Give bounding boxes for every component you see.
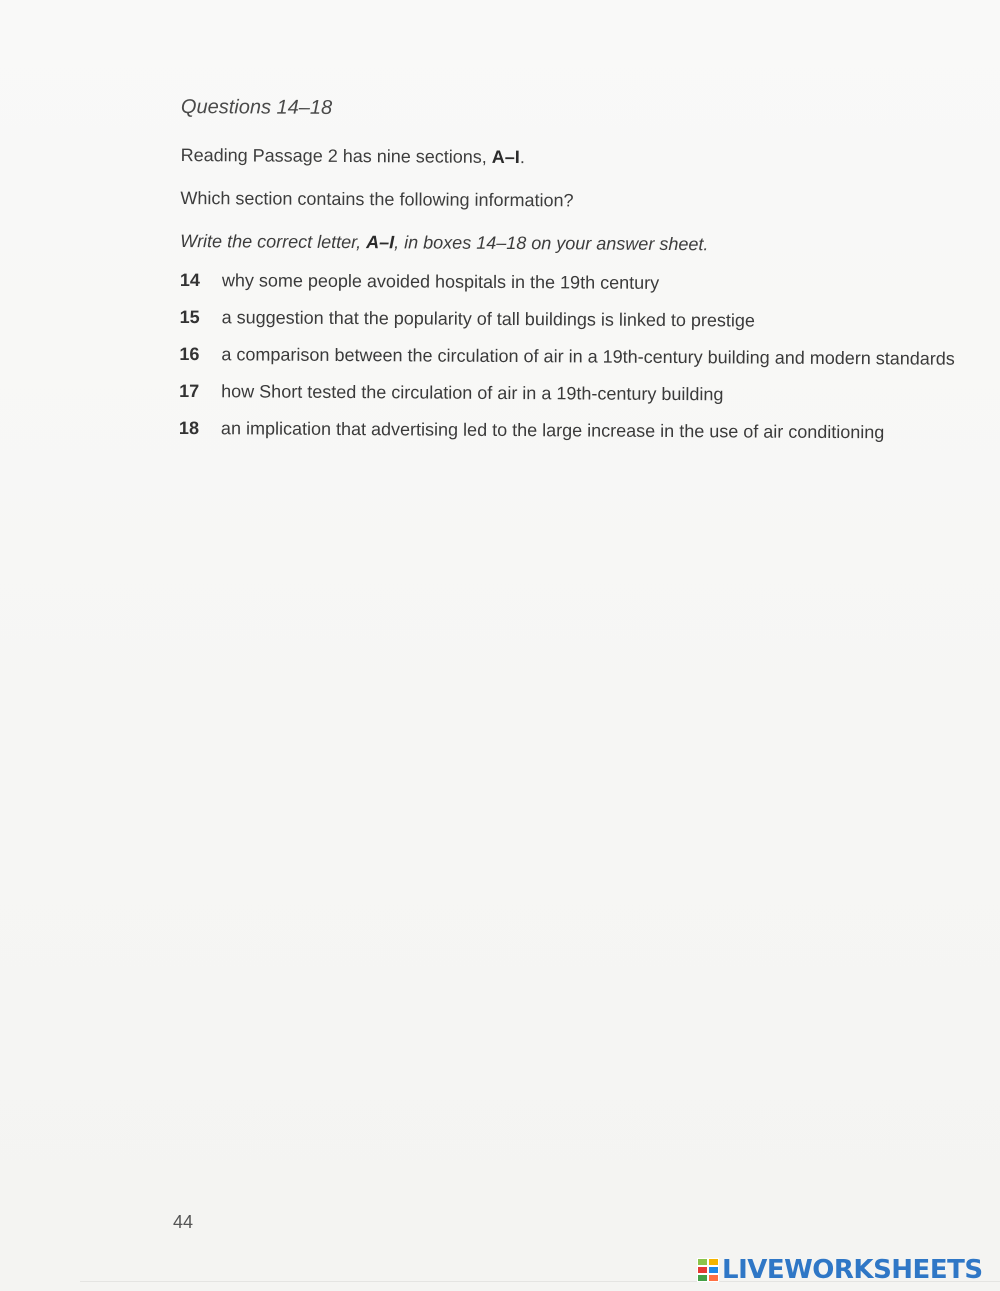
questions-heading: Questions 14–18: [180, 96, 333, 119]
question-item-18: [179, 418, 979, 444]
question-number: 15: [179, 306, 200, 328]
logo-block: [697, 1258, 708, 1266]
question-text: how Short tested the circulation of air in a 19th-century building: [221, 381, 724, 405]
question-list: [179, 270, 980, 444]
question-text: an implication that advertising led to the large increase in the use of air conditioning: [220, 418, 885, 443]
question-item-15: [180, 307, 980, 333]
passage-intro: Reading Passage 2 has nine sections, A–I.: [180, 144, 525, 168]
question-number: 18: [178, 417, 200, 439]
question-prompt: Which section contains the following information?: [180, 187, 574, 211]
page-number: 44: [173, 1212, 194, 1232]
logo-block: [708, 1258, 719, 1266]
instruction-text: Write the correct letter, A–I, in boxes 14–18 on your answer sheet.: [180, 230, 709, 255]
blocks-logo-icon: [697, 1258, 719, 1282]
question-number: 17: [179, 380, 200, 402]
logo-block: [708, 1266, 719, 1274]
questions-block: [179, 96, 981, 460]
question-text: a comparison between the circulation of air in a 19th-century building and modern standards: [221, 344, 955, 369]
question-item-16: [179, 344, 979, 370]
logo-block: [697, 1266, 708, 1274]
question-item-14: [180, 270, 980, 296]
question-number: 16: [179, 343, 200, 365]
question-text: why some people avoided hospitals in the 19th century: [221, 270, 660, 293]
logo-block: [697, 1274, 708, 1282]
question-number: 14: [179, 269, 200, 291]
question-item-17: [179, 381, 979, 407]
logo-block: [708, 1274, 719, 1282]
liveworksheets-logo[interactable]: [697, 1255, 983, 1285]
brand-name: LIVEWORKSHEETS: [722, 1255, 983, 1285]
question-text: a suggestion that the popularity of tall buildings is linked to prestige: [221, 307, 756, 331]
